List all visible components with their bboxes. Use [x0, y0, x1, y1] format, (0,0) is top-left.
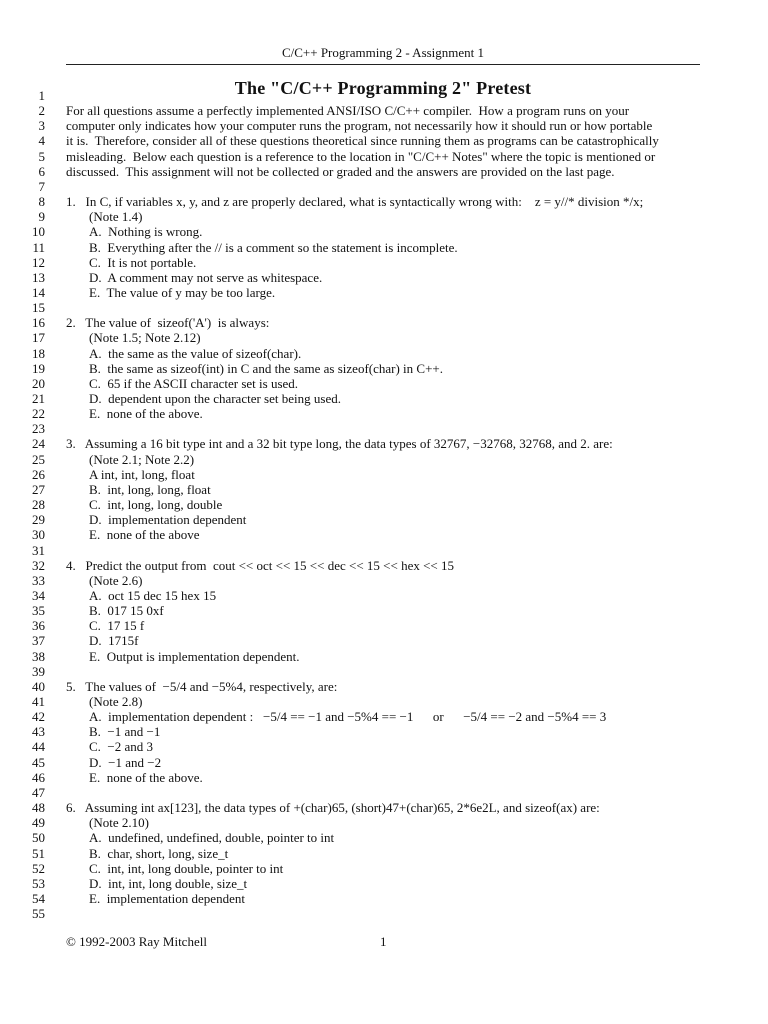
line-number: 52 [32, 861, 45, 876]
line-number: 46 [32, 770, 45, 785]
text-line: D. implementation dependent [89, 512, 247, 527]
line-number: 10 [32, 224, 45, 239]
line-number: 28 [32, 497, 45, 512]
text-line: E. none of the above. [89, 770, 203, 785]
text-line: C. int, long, long, double [89, 497, 223, 512]
line-number: 5 [38, 149, 45, 164]
page-header [66, 43, 700, 65]
text-line: C. It is not portable. [89, 255, 197, 270]
line-number: 55 [32, 906, 45, 921]
text-line: A. undefined, undefined, double, pointer to int [89, 830, 335, 845]
line-number: 29 [32, 512, 45, 527]
text-line: (Note 1.4) [89, 209, 143, 224]
line-number: 26 [32, 467, 45, 482]
line-number: 11 [32, 240, 45, 255]
page-title: The "C/C++ Programming 2" Pretest [234, 78, 532, 98]
text-line: E. none of the above. [89, 406, 203, 421]
text-line: (Note 1.5; Note 2.12) [89, 330, 201, 345]
footer-page-number: 1 [380, 934, 387, 949]
line-number: 43 [32, 724, 45, 739]
text-line: B. Everything after the // is a comment so the statement is incomplete. [89, 240, 458, 255]
line-number: 44 [32, 739, 45, 754]
text-line: A. implementation dependent : −5/4 == −1 and −5%4 == −1 or −5/4 == −2 and −5%4 == 3 [89, 709, 607, 724]
line-number: 45 [32, 755, 45, 770]
line-number: 50 [32, 830, 45, 845]
text-line: D. −1 and −2 [89, 755, 162, 770]
line-number: 14 [32, 285, 45, 300]
text-line: it is. Therefore, consider all of these questions theoretical since running them as programs can be catastrophically [66, 133, 659, 148]
text-line: E. Output is implementation dependent. [89, 649, 300, 664]
text-line: E. implementation dependent [89, 891, 245, 906]
line-number: 53 [32, 876, 45, 891]
text-line: E. The value of y may be too large. [89, 285, 276, 300]
line-number: 33 [32, 573, 45, 588]
text-line: (Note 2.6) [89, 573, 143, 588]
line-number: 47 [32, 785, 45, 800]
line-number: 32 [32, 558, 45, 573]
text-line: C. int, int, long double, pointer to int [89, 861, 284, 876]
line-number: 7 [38, 179, 45, 194]
line-number: 22 [32, 406, 45, 421]
line-number: 42 [32, 709, 45, 724]
text-line: B. char, short, long, size_t [89, 846, 229, 861]
line-number: 54 [32, 891, 45, 906]
text-line: B. 017 15 0xf [89, 603, 164, 618]
text-line: 3. Assuming a 16 bit type int and a 32 bit type long, the data types of 32767, −32768, 32768, and 2. are: [66, 436, 613, 451]
line-number: 25 [32, 452, 45, 467]
line-number: 31 [32, 543, 45, 558]
line-number: 49 [32, 815, 45, 830]
text-line: A. the same as the value of sizeof(char). [89, 346, 302, 361]
line-number: 30 [32, 527, 45, 542]
line-number: 15 [32, 300, 45, 315]
line-number: 16 [32, 315, 45, 330]
text-line: C. 65 if the ASCII character set is used. [89, 376, 299, 391]
text-line: 1. In C, if variables x, y, and z are properly declared, what is syntactically wrong with: z = y//* division */x; [66, 194, 644, 209]
line-number: 17 [32, 330, 45, 345]
line-number: 13 [32, 270, 45, 285]
text-line: E. none of the above [89, 527, 200, 542]
header-title: C/C++ Programming 2 - Assignment 1 [281, 45, 485, 60]
text-line: D. A comment may not serve as whitespace. [89, 270, 323, 285]
text-line: A. oct 15 dec 15 hex 15 [89, 588, 217, 603]
text-line: (Note 2.10) [89, 815, 149, 830]
text-line: (Note 2.8) [89, 694, 143, 709]
line-number: 39 [32, 664, 45, 679]
footer-copyright: © 1992-2003 Ray Mitchell [66, 934, 207, 949]
line-number: 27 [32, 482, 45, 497]
text-line: misleading. Below each question is a reference to the location in "C/C++ Notes" where the topic is mentioned or [66, 149, 656, 164]
line-number: 41 [32, 694, 45, 709]
line-number: 36 [32, 618, 45, 633]
line-number: 9 [38, 209, 45, 224]
line-number: 23 [32, 421, 45, 436]
text-line: B. int, long, long, float [89, 482, 211, 497]
line-number: 37 [32, 633, 45, 648]
text-line: A int, int, long, float [89, 467, 195, 482]
text-line: (Note 2.1; Note 2.2) [89, 452, 195, 467]
text-line: C. 17 15 f [89, 618, 145, 633]
text-line: A. Nothing is wrong. [89, 224, 203, 239]
line-number: 21 [32, 391, 45, 406]
line-number: 8 [38, 194, 45, 209]
line-number: 6 [38, 164, 45, 179]
text-line: D. dependent upon the character set being used. [89, 391, 341, 406]
line-number: 4 [38, 133, 45, 148]
text-line: For all questions assume a perfectly implemented ANSI/ISO C/C++ compiler. How a program runs on your [66, 103, 630, 118]
line-number: 3 [38, 118, 45, 133]
line-number: 40 [32, 679, 45, 694]
text-line: B. the same as sizeof(int) in C and the same as sizeof(char) in C++. [89, 361, 444, 376]
line-number: 12 [32, 255, 45, 270]
line-number: 24 [32, 436, 45, 451]
line-number: 48 [32, 800, 45, 815]
text-line: discussed. This assignment will not be collected or graded and the answers are provided on the last page. [66, 164, 615, 179]
line-number: 20 [32, 376, 45, 391]
text-line: 2. The value of sizeof('A') is always: [66, 315, 270, 330]
text-line: 5. The values of −5/4 and −5%4, respectively, are: [66, 679, 338, 694]
line-number: 38 [32, 649, 45, 664]
text-line: 6. Assuming int ax[123], the data types of +(char)65, (short)47+(char)65, 2*6e2L, and sizeof(ax) are: [66, 800, 600, 815]
line-number: 18 [32, 346, 45, 361]
text-line: C. −2 and 3 [89, 739, 154, 754]
line-number: 51 [32, 846, 45, 861]
line-number: 1 [38, 88, 45, 103]
line-number: 35 [32, 603, 45, 618]
text-line: 4. Predict the output from cout << oct << 15 << dec << 15 << hex << 15 [66, 558, 455, 573]
text-line: B. −1 and −1 [89, 724, 161, 739]
text-line: D. int, int, long double, size_t [89, 876, 248, 891]
line-number: 2 [38, 103, 45, 118]
text-line: D. 1715f [89, 633, 139, 648]
line-number: 34 [32, 588, 45, 603]
text-line: computer only indicates how your computer runs the program, not necessarily how it should run or how portable [66, 118, 653, 133]
line-number: 19 [32, 361, 45, 376]
